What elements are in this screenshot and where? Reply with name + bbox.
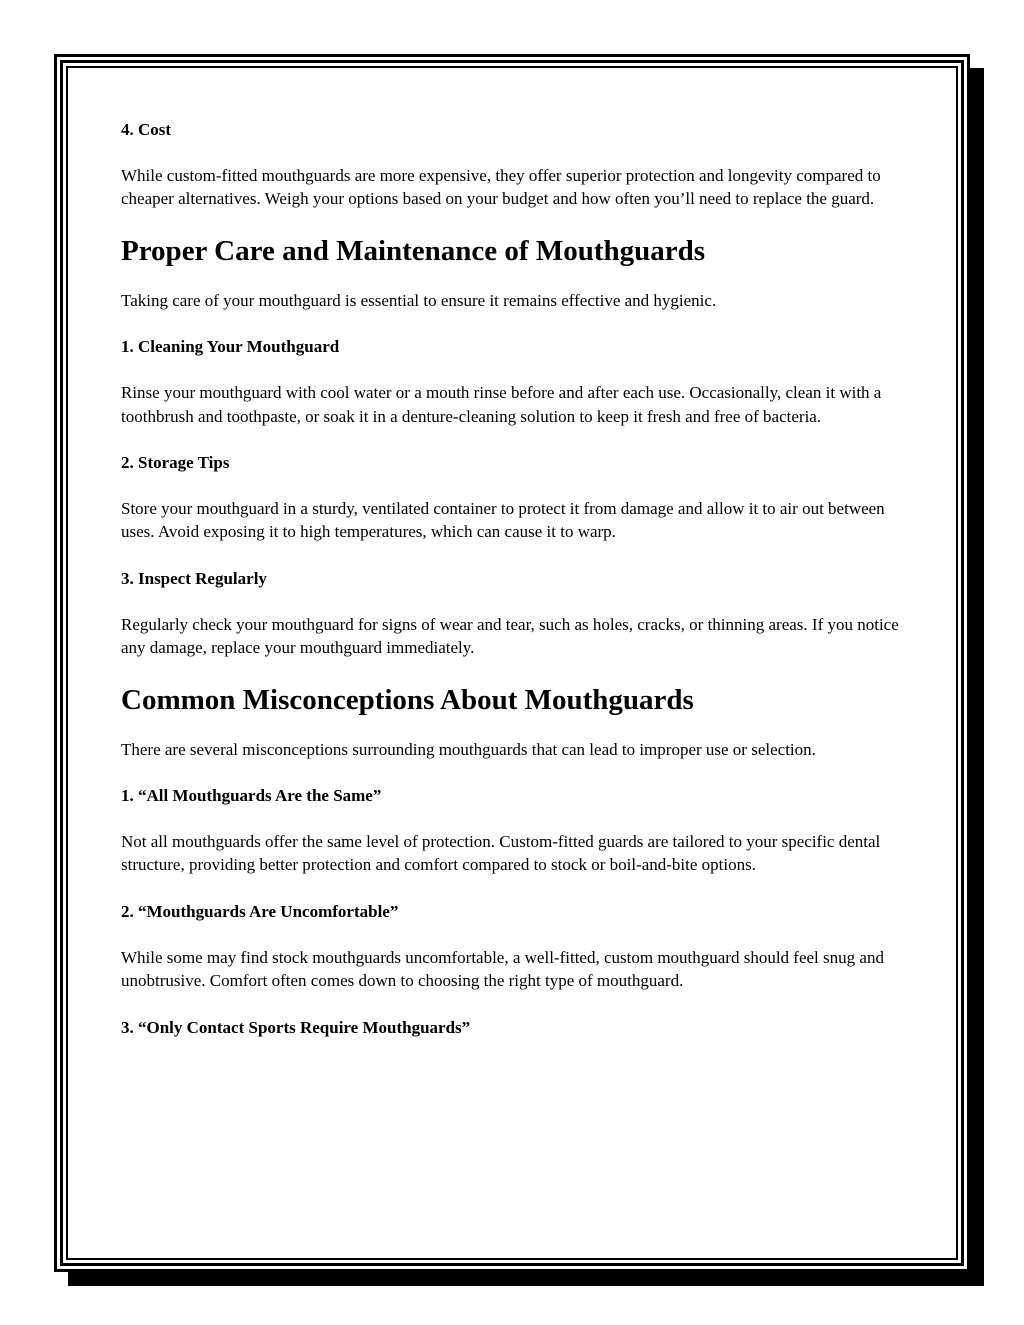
storage-heading: 2. Storage Tips [121,453,230,473]
misconceptions-section-title: Common Misconceptions About Mouthguards [121,683,694,716]
uncomfortable-misconception-paragraph: While some may find stock mouthguards uncomfortable, a well-fitted, custom mouthguard should feel snug and unobtrusive. Comfort often comes down to choosing the right type of mouthguard. [121,947,884,991]
storage-paragraph: Store your mouthguard in a sturdy, ventilated container to protect it from damage and allow it to air out between uses. Avoid exposing it to high temperatures, which can cause it to warp. [121,499,885,542]
inspect-heading: 3. Inspect Regularly [121,568,267,588]
care-section-title: Proper Care and Maintenance of Mouthguards [121,234,706,267]
inspect-paragraph: Regularly check your mouthguard for signs of wear and tear, such as holes, cracks, or thinning areas. If you notice any damage, replace your mouthguard immediately. [121,614,899,658]
same-misconception-paragraph: Not all mouthguards offer the same level of protection. Custom-fitted guards are tailored to your specific dental structure, providing better protection and comfort compared to stock or boil-and-bite options. [121,832,881,875]
cleaning-paragraph: Rinse your mouthguard with cool water or a mouth rinse before and after each use. Occasionally, clean it with a toothbrush and toothpaste, or soak it in a denture-cleaning solution to keep it fresh and free of bacteria. [121,383,882,426]
care-intro-paragraph: Taking care of your mouthguard is essential to ensure it remains effective and hygienic. [121,290,717,310]
cost-heading: 4. Cost [121,120,172,139]
document-content [121,118,911,1062]
contact-sports-heading: 3. “Only Contact Sports Require Mouthguards” [121,1017,471,1037]
uncomfortable-misconception-heading: 2. “Mouthguards Are Uncomfortable” [121,901,399,921]
same-misconception-heading: 1. “All Mouthguards Are the Same” [121,786,382,806]
cost-paragraph: While custom-fitted mouthguards are more expensive, they offer superior protection and longevity compared to cheaper alternatives. Weigh your options based on your budget and how often you’ll need to replace the guard. [121,166,881,209]
misconceptions-intro-paragraph: There are several misconceptions surrounding mouthguards that can lead to improper use or selection. [121,739,816,759]
cleaning-heading: 1. Cleaning Your Mouthguard [121,337,340,357]
